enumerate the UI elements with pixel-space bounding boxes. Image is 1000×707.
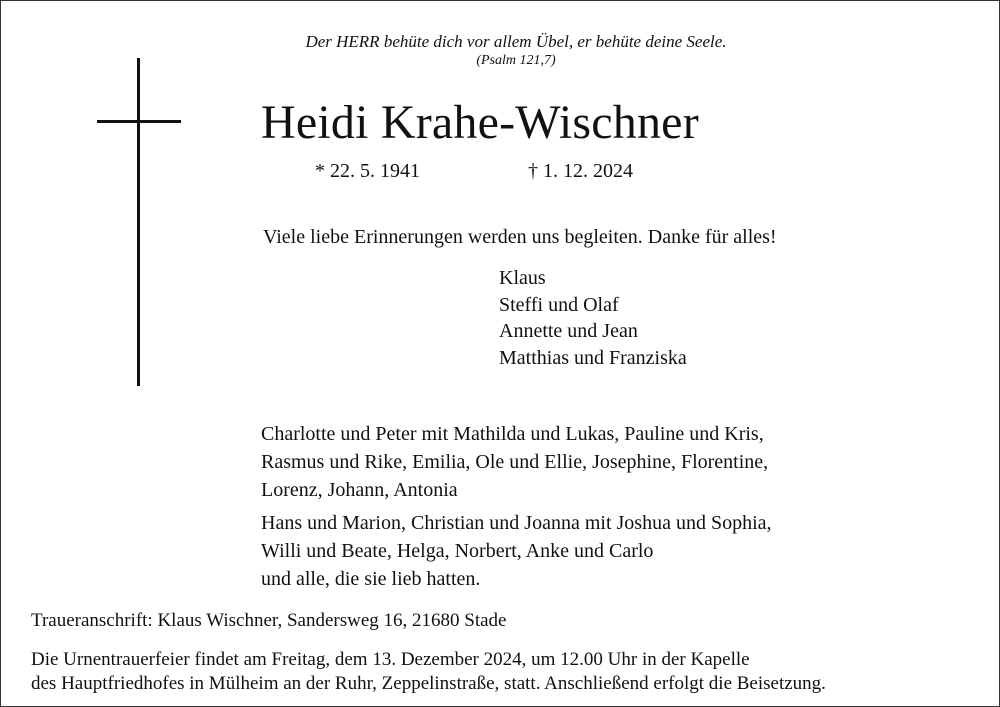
service-line: Die Urnentrauerfeier findet am Freitag, dem 13. Dezember 2024, um 12.00 Uhr in der Kapelle — [31, 649, 750, 670]
cross-horizontal-bar — [97, 120, 181, 123]
relatives-line: und alle, die sie lieb hatten. — [261, 568, 481, 590]
grandchildren-block — [261, 420, 768, 504]
mourning-address: Traueranschrift: Klaus Wischner, Sandersweg 16, 21680 Stade — [31, 610, 507, 631]
birth-date: * 22. 5. 1941 — [315, 160, 420, 182]
relatives-line: Hans und Marion, Christian und Joanna mit Joshua und Sophia, — [261, 512, 772, 534]
grandchildren-line: Charlotte und Peter mit Mathilda und Lukas, Pauline und Kris, — [261, 423, 764, 445]
death-date: † 1. 12. 2024 — [528, 160, 633, 182]
relatives-line: Willi und Beate, Helga, Norbert, Anke und Carlo — [261, 540, 654, 562]
service-line: des Hauptfriedhofes in Mülheim an der Ruhr, Zeppelinstraße, statt. Anschließend erfolgt die Beisetzung. — [31, 673, 826, 694]
family-member: Annette und Jean — [499, 320, 638, 342]
grandchildren-line: Rasmus und Rike, Emilia, Ole und Ellie, Josephine, Florentine, — [261, 451, 769, 473]
bible-verse: Der HERR behüte dich vor allem Übel, er behüte deine Seele. — [305, 32, 727, 51]
deceased-name: Heidi Krahe-Wischner — [261, 96, 699, 149]
grandchildren-line: Lorenz, Johann, Antonia — [261, 479, 458, 501]
family-member: Steffi und Olaf — [499, 293, 619, 316]
bible-verse-reference: (Psalm 121,7) — [476, 53, 556, 68]
family-member: Klaus — [499, 267, 546, 289]
relatives-block — [261, 509, 772, 593]
funeral-service-info — [31, 648, 826, 696]
memorial-tagline: Viele liebe Erinnerungen werden uns begleiten. Danke für alles! — [263, 226, 777, 248]
family-member: Matthias und Franziska — [499, 346, 687, 369]
family-list — [499, 265, 687, 371]
cross-vertical-bar — [137, 58, 140, 386]
